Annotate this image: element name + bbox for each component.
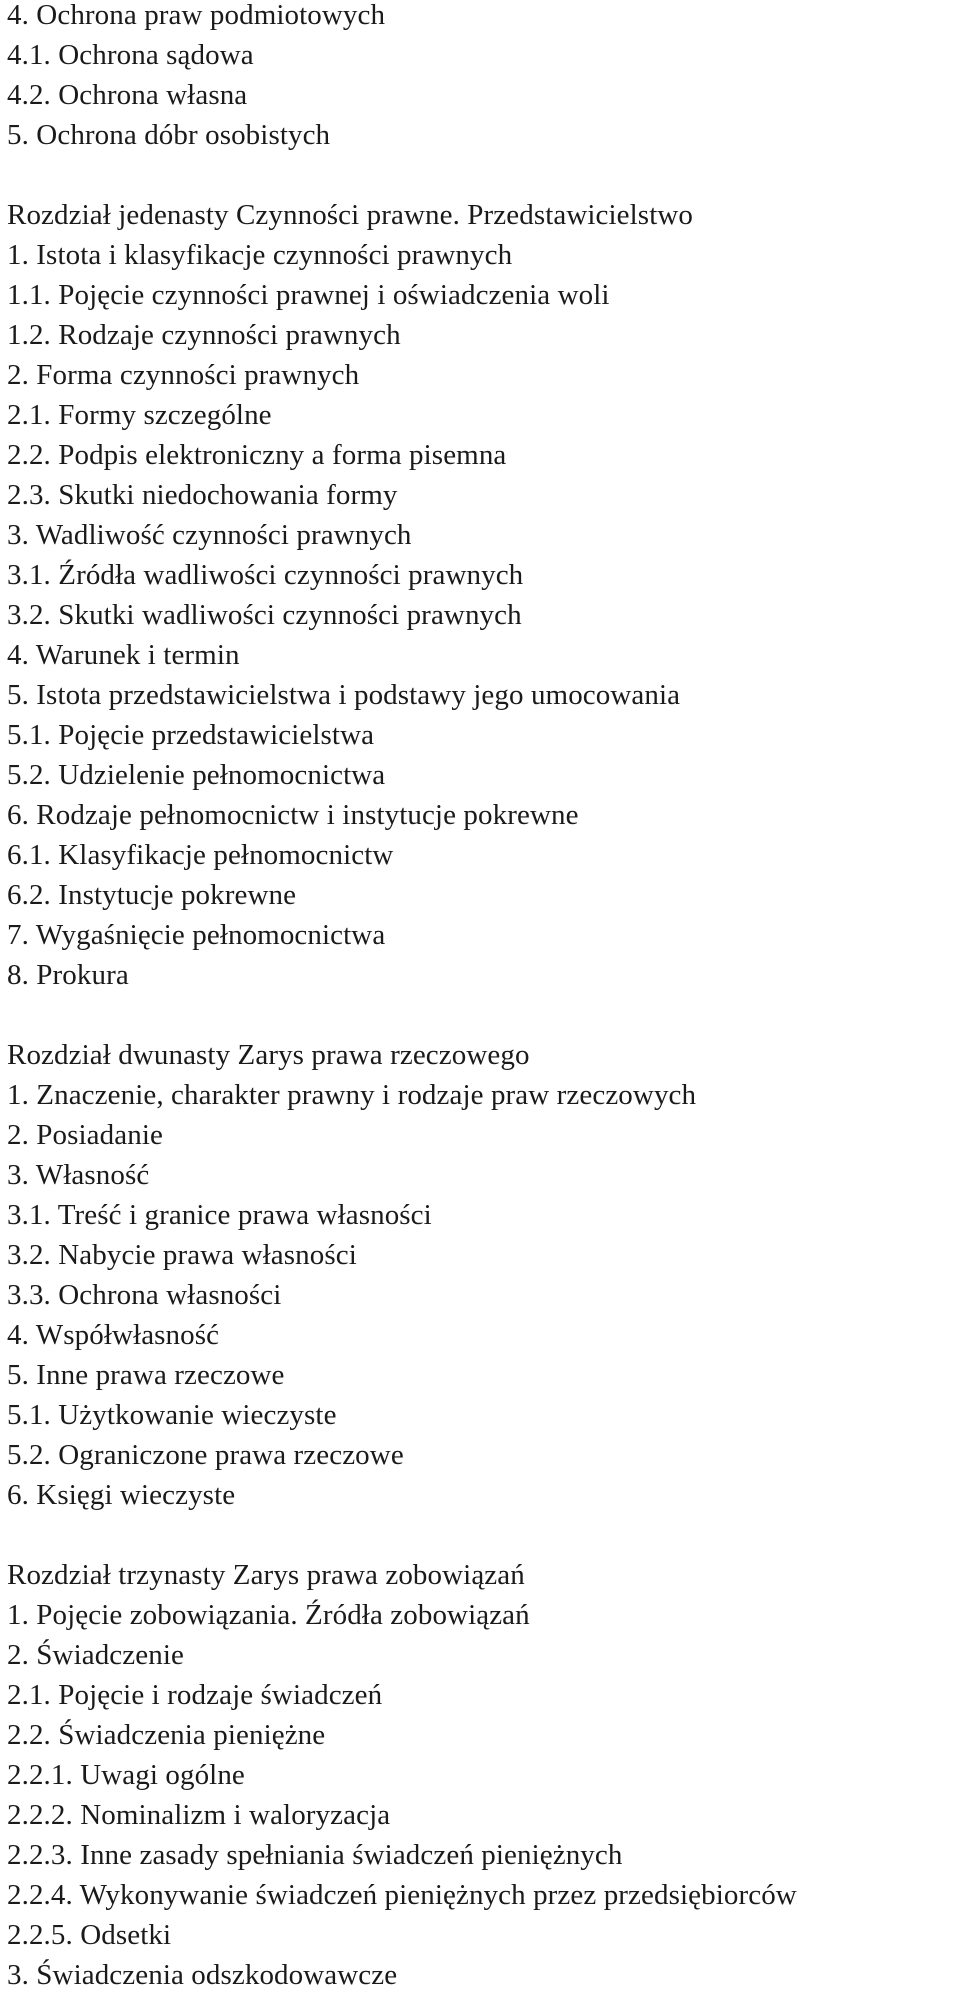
toc-line: 2.2.2. Nominalizm i waloryzacja bbox=[7, 1799, 391, 1831]
toc-line: 5.2. Ograniczone prawa rzeczowe bbox=[7, 1439, 404, 1471]
toc-line: 2.1. Formy szczególne bbox=[7, 399, 272, 431]
toc-line: 3.2. Skutki wadliwości czynności prawnych bbox=[7, 599, 522, 631]
toc-line: 2.2.4. Wykonywanie świadczeń pieniężnych przez przedsiębiorców bbox=[7, 1879, 797, 1911]
toc-line: 3. Wadliwość czynności prawnych bbox=[7, 519, 412, 551]
toc-line: 4. Współwłasność bbox=[7, 1319, 220, 1351]
toc-line: 6.1. Klasyfikacje pełnomocnictw bbox=[7, 839, 394, 871]
toc-line: 2.2. Podpis elektroniczny a forma pisemna bbox=[7, 439, 507, 471]
toc-line: 2.2.3. Inne zasady spełniania świadczeń pieniężnych bbox=[7, 1839, 623, 1871]
toc-line: 1. Pojęcie zobowiązania. Źródła zobowiązań bbox=[7, 1599, 530, 1631]
toc-line: 3.1. Treść i granice prawa własności bbox=[7, 1199, 432, 1231]
toc-line: 6. Rodzaje pełnomocnictw i instytucje pokrewne bbox=[7, 799, 579, 831]
toc-line: 1. Znaczenie, charakter prawny i rodzaje praw rzeczowych bbox=[7, 1079, 697, 1111]
toc-line: 4. Warunek i termin bbox=[7, 639, 240, 671]
toc-line: 4.1. Ochrona sądowa bbox=[7, 39, 254, 71]
toc-line: 3.2. Nabycie prawa własności bbox=[7, 1239, 357, 1271]
toc-line: 5. Istota przedstawicielstwa i podstawy jego umocowania bbox=[7, 679, 681, 711]
toc-line: 5.1. Użytkowanie wieczyste bbox=[7, 1399, 337, 1431]
toc-line: 1. Istota i klasyfikacje czynności prawnych bbox=[7, 239, 513, 271]
toc-line: 6.2. Instytucje pokrewne bbox=[7, 879, 297, 911]
toc-line: 2.2.1. Uwagi ogólne bbox=[7, 1759, 245, 1791]
chapter-heading: Rozdział trzynasty Zarys prawa zobowiązań bbox=[7, 1559, 525, 1591]
toc-line: 1.1. Pojęcie czynności prawnej i oświadczenia woli bbox=[7, 279, 610, 311]
chapter-heading: Rozdział jedenasty Czynności prawne. Przedstawicielstwo bbox=[7, 199, 693, 231]
toc-line: 6. Księgi wieczyste bbox=[7, 1479, 236, 1511]
toc-line: 5.2. Udzielenie pełnomocnictwa bbox=[7, 759, 386, 791]
toc-line: 5.1. Pojęcie przedstawicielstwa bbox=[7, 719, 375, 751]
toc-line: 8. Prokura bbox=[7, 959, 129, 991]
toc-line: 4.2. Ochrona własna bbox=[7, 79, 248, 111]
toc-line: 4. Ochrona praw podmiotowych bbox=[7, 0, 386, 31]
toc-line: 2. Posiadanie bbox=[7, 1119, 163, 1151]
toc-line: 2.3. Skutki niedochowania formy bbox=[7, 479, 398, 511]
toc-line: 2.2.5. Odsetki bbox=[7, 1919, 172, 1951]
toc-line: 7. Wygaśnięcie pełnomocnictwa bbox=[7, 919, 386, 951]
toc-line: 3. Własność bbox=[7, 1159, 150, 1191]
chapter-heading: Rozdział dwunasty Zarys prawa rzeczowego bbox=[7, 1039, 530, 1071]
toc-line: 3.3. Ochrona własności bbox=[7, 1279, 282, 1311]
toc-line: 1.2. Rodzaje czynności prawnych bbox=[7, 319, 401, 351]
toc-line: 3. Świadczenia odszkodowawcze bbox=[7, 1959, 398, 1991]
toc-line: 2. Forma czynności prawnych bbox=[7, 359, 360, 391]
toc-line: 2.2. Świadczenia pieniężne bbox=[7, 1719, 326, 1751]
toc-line: 5. Inne prawa rzeczowe bbox=[7, 1359, 285, 1391]
toc-line: 3.1. Źródła wadliwości czynności prawnych bbox=[7, 559, 524, 591]
toc-line: 2.1. Pojęcie i rodzaje świadczeń bbox=[7, 1679, 383, 1711]
toc-line: 2. Świadczenie bbox=[7, 1639, 184, 1671]
toc-line: 5. Ochrona dóbr osobistych bbox=[7, 119, 331, 151]
